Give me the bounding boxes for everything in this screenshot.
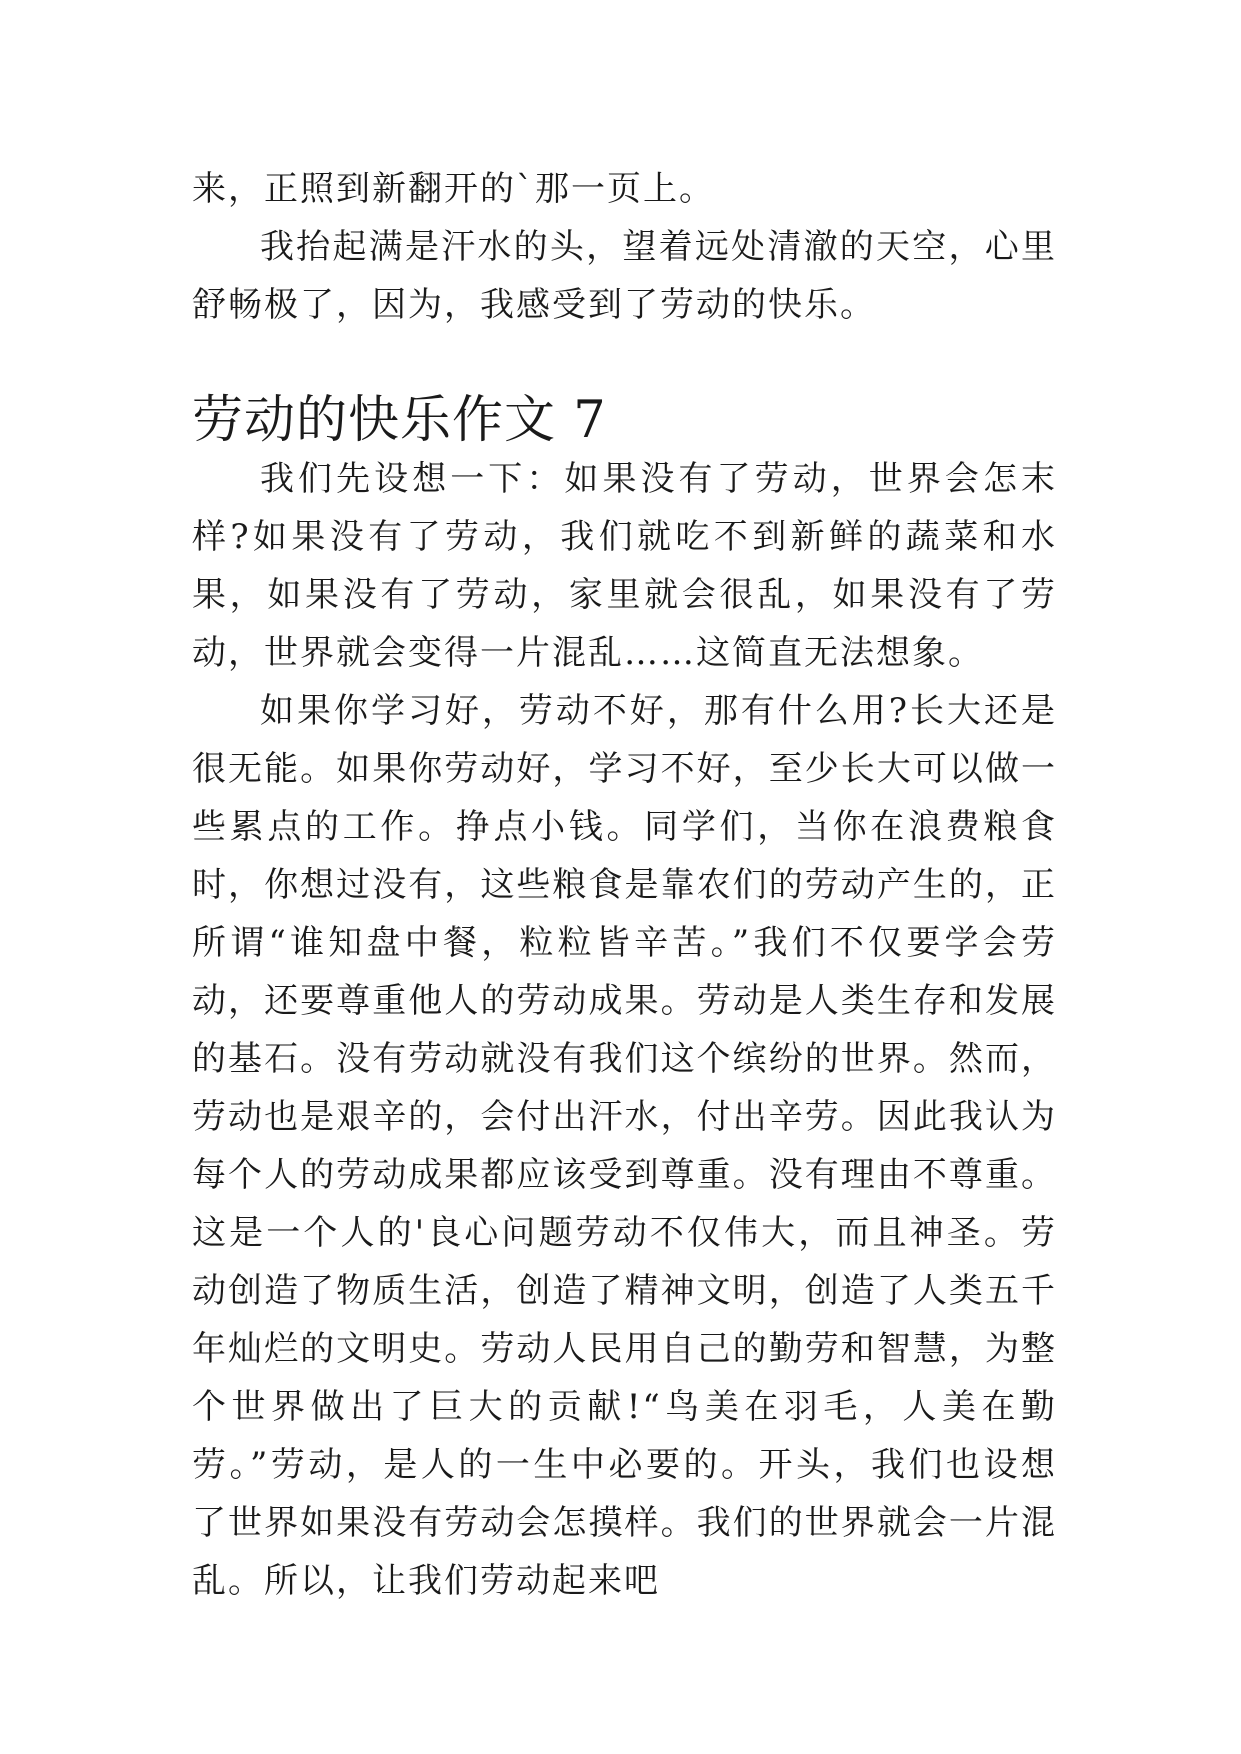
section-title: 劳动的快乐作文 7 xyxy=(192,391,607,450)
section-spacer xyxy=(192,334,1057,392)
document-body xyxy=(192,160,1057,1610)
paragraph-main: 如果你学习好，劳动不好，那有什么用?长大还是很无能。如果你劳动好，学习不好，至少长大可以做一些累点的工作。挣点小钱。同学们，当你在浪费粮食时，你想过没有，这些粮食是靠农们的劳动产生的，正所谓“谁知盘中餐，粒粒皆辛苦。”我们不仅要学会劳动，还要尊重他人的劳动成果。劳动是人类生存和发展的基石。没有劳动就没有我们这个缤纷的世界。然而，劳动也是艰辛的，会付出汗水，付出辛劳。因此我认为每个人的劳动成果都应该受到尊重。没有理由不尊重。这是一个人的'良心问题劳动不仅伟大，而且神圣。劳动创造了物质生活，创造了精神文明，创造了人类五千年灿烂的文明史。劳动人民用自己的勤劳和智慧，为整个世界做出了巨大的贡献!“鸟美在羽毛，人美在勤劳。”劳动，是人的一生中必要的。开头，我们也设想了世界如果没有劳动会怎摸样。我们的世界就会一片混乱。所以，让我们劳动起来吧 xyxy=(192,691,1057,1601)
paragraph-intro: 我们先设想一下：如果没有了劳动，世界会怎末样?如果没有了劳动，我们就吃不到新鲜的蔬菜和水果，如果没有了劳动，家里就会很乱，如果没有了劳动，世界就会变得一片混乱……这简直无法想象。 xyxy=(192,459,1057,673)
paragraph-continuation: 来，正照到新翻开的`那一页上。 xyxy=(192,169,715,209)
paragraph-closing: 我抬起满是汗水的头，望着远处清澈的天空，心里舒畅极了，因为，我感受到了劳动的快乐。 xyxy=(192,227,1057,325)
